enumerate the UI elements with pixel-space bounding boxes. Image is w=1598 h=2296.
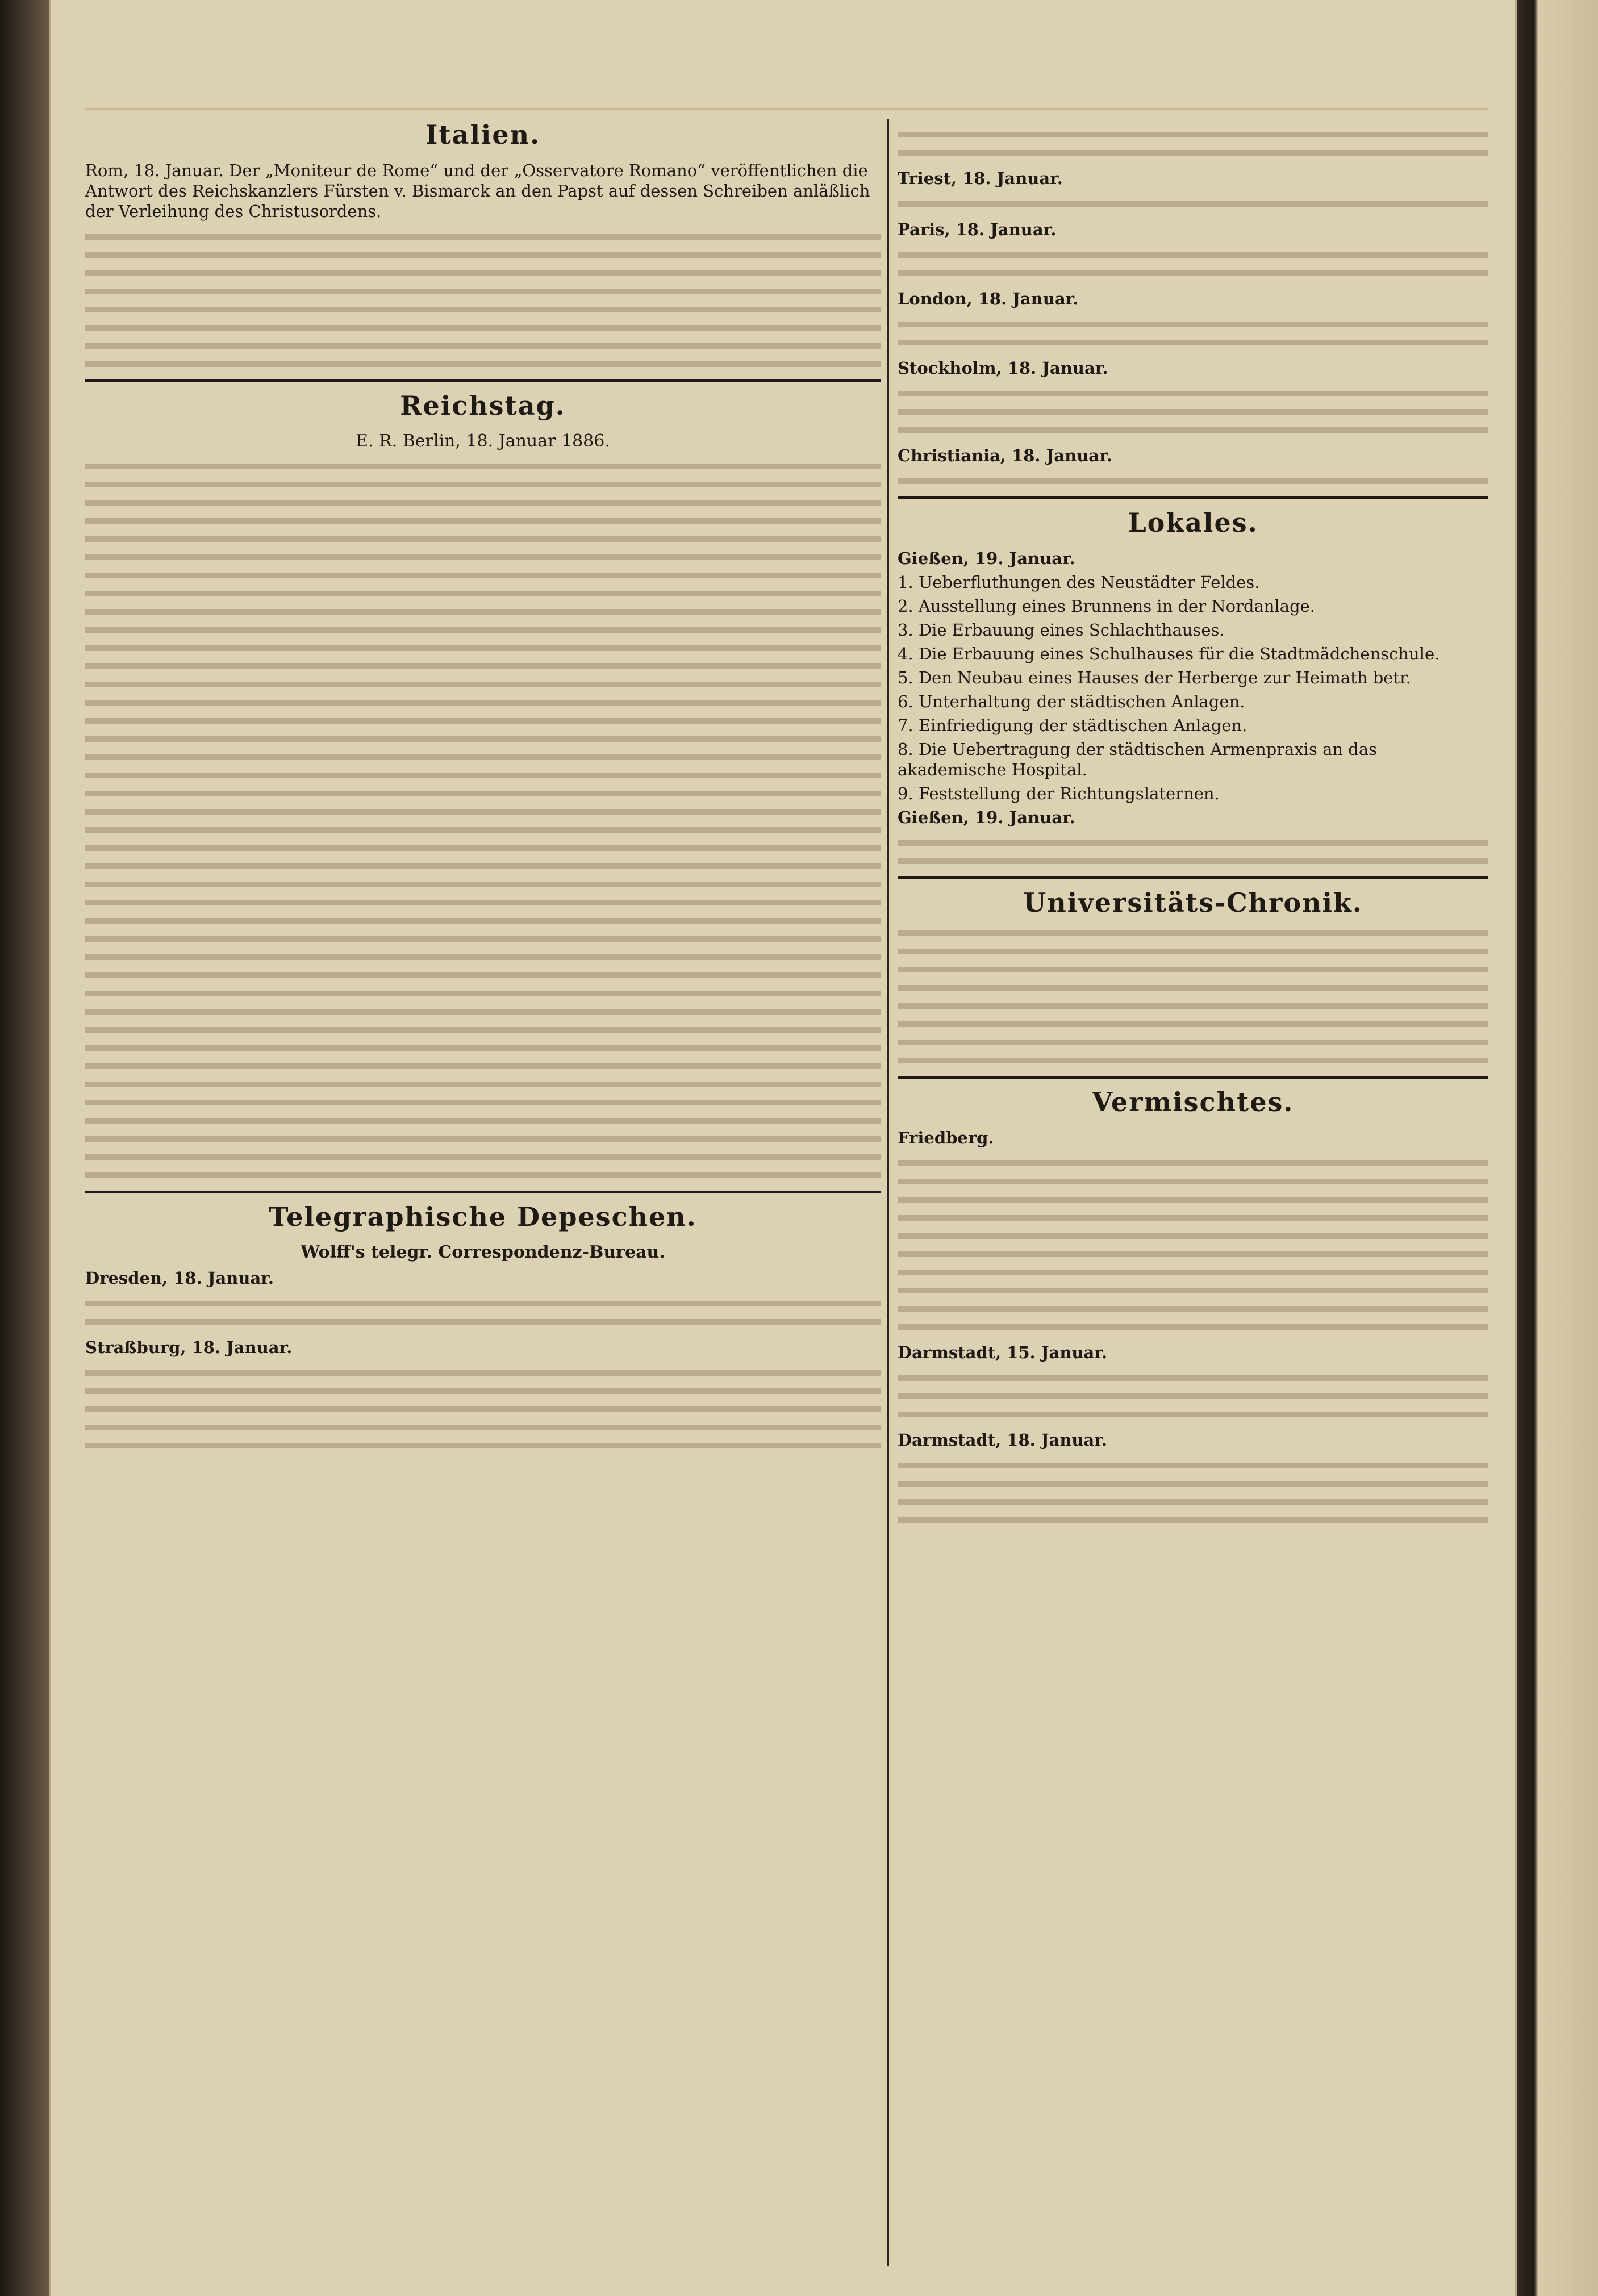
vermischtes-item bbox=[898, 1128, 1488, 1148]
dateline: Stockholm, 18. Januar. bbox=[898, 358, 1108, 378]
vermischtes-item bbox=[898, 1430, 1488, 1450]
illegible-block bbox=[898, 201, 1488, 207]
newspaper-page bbox=[49, 0, 1517, 2296]
news-item bbox=[898, 358, 1488, 378]
illegible-block bbox=[898, 391, 1488, 433]
section-title-italien: Italien. bbox=[425, 119, 541, 150]
agenda-item: 6. Unterhaltung der städtischen Anlagen. bbox=[898, 692, 1245, 711]
illegible-block bbox=[898, 252, 1488, 276]
section-title-telegraphische-depeschen: Telegraphische Depeschen. bbox=[269, 1201, 697, 1232]
section-title-vermischtes: Vermischtes. bbox=[1092, 1087, 1294, 1117]
page-content bbox=[85, 40, 1488, 2284]
illegible-block bbox=[85, 234, 881, 367]
agenda-item: 2. Ausstellung eines Brunnens in der Nordanlage. bbox=[898, 596, 1316, 616]
lokales-item bbox=[898, 548, 1488, 569]
news-item bbox=[898, 289, 1488, 309]
illegible-block bbox=[898, 478, 1488, 484]
section-divider bbox=[898, 1076, 1488, 1079]
news-item bbox=[898, 168, 1488, 189]
news-item bbox=[898, 219, 1488, 240]
agenda-item: 4. Die Erbauung eines Schulhauses für die Stadtmädchenschule. bbox=[898, 644, 1440, 663]
illegible-block bbox=[898, 132, 1488, 156]
illegible-block bbox=[898, 930, 1488, 1063]
section-divider bbox=[898, 876, 1488, 879]
agenda-item: 8. Die Uebertragung der städtischen Armenpraxis an das akademische Hospital. bbox=[898, 740, 1377, 779]
telegraph-bureau-subtitle: Wolff's telegr. Correspondenz-Bureau. bbox=[301, 1242, 665, 1262]
dateline: Dresden, 18. Januar. bbox=[85, 1268, 274, 1288]
masthead bbox=[85, 40, 1488, 110]
dateline: Darmstadt, 18. Januar. bbox=[898, 1430, 1108, 1450]
agenda-item: 5. Den Neubau eines Hauses der Herberge zur Heimath betr. bbox=[898, 668, 1411, 687]
column-divider bbox=[887, 119, 889, 2266]
section-divider bbox=[85, 379, 881, 382]
dateline: Triest, 18. Januar. bbox=[898, 169, 1063, 188]
strassburg-item bbox=[85, 1337, 881, 1358]
dateline: Gießen, 19. Januar. bbox=[898, 808, 1075, 827]
vermischtes-item bbox=[898, 1342, 1488, 1363]
dateline: Straßburg, 18. Januar. bbox=[85, 1338, 293, 1357]
illegible-block bbox=[85, 1301, 881, 1325]
section-divider bbox=[898, 496, 1488, 499]
agenda-item: 1. Ueberfluthungen des Neustädter Feldes. bbox=[898, 573, 1260, 592]
agenda-item: 9. Feststellung der Richtungslaternen. bbox=[898, 784, 1220, 803]
illegible-block bbox=[898, 840, 1488, 864]
dateline: London, 18. Januar. bbox=[898, 289, 1079, 308]
news-item bbox=[898, 445, 1488, 466]
italien-lead: Rom, 18. Januar. Der „Moniteur de Rome“ und der „Osservatore Romano“ veröffentlichen die Antwort des Reichskanzlers Fürsten v. Bismarck an den Papst auf dessen Schreiben anläßlich der Verleihung des Christusordens. bbox=[85, 161, 870, 221]
right-column bbox=[898, 119, 1488, 2278]
illegible-block bbox=[85, 464, 881, 1178]
scan-border-right bbox=[1513, 0, 1598, 2296]
dateline: Gießen, 19. Januar. bbox=[898, 549, 1075, 568]
illegible-block bbox=[898, 322, 1488, 345]
dateline: Friedberg. bbox=[898, 1128, 994, 1147]
illegible-block bbox=[85, 1370, 881, 1448]
dateline: Paris, 18. Januar. bbox=[898, 220, 1057, 239]
left-column bbox=[85, 119, 881, 2278]
section-divider bbox=[85, 1191, 881, 1193]
dateline: Darmstadt, 15. Januar. bbox=[898, 1343, 1108, 1362]
scan-border-left bbox=[0, 0, 49, 2296]
lokales-item bbox=[898, 807, 1488, 828]
section-title-reichstag: Reichstag. bbox=[400, 390, 566, 421]
section-title-lokales: Lokales. bbox=[1128, 507, 1258, 538]
illegible-block bbox=[898, 1463, 1488, 1523]
section-title-universitaets-chronik: Universitäts-Chronik. bbox=[1023, 887, 1363, 918]
agenda-item: 3. Die Erbauung eines Schlachthauses. bbox=[898, 620, 1225, 640]
illegible-block bbox=[898, 1160, 1488, 1330]
dateline: Christiania, 18. Januar. bbox=[898, 446, 1112, 465]
dresden-item bbox=[85, 1268, 881, 1288]
illegible-block bbox=[898, 1375, 1488, 1417]
reichstag-dateline: E. R. Berlin, 18. Januar 1886. bbox=[356, 431, 610, 451]
agenda-item: 7. Einfriedigung der städtischen Anlagen. bbox=[898, 716, 1247, 735]
